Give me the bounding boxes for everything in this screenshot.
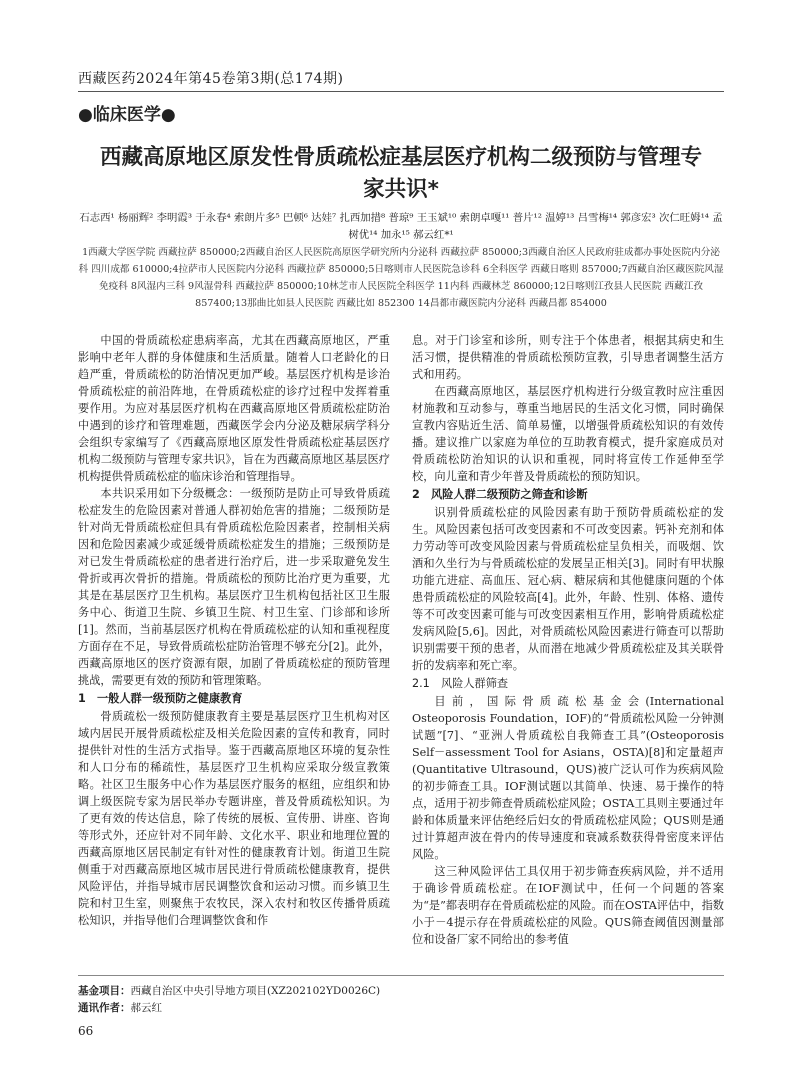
body-paragraph: 中国的骨质疏松症患病率高，尤其在西藏高原地区，严重影响中老年人群的身体健康和生活质量。随着人口老龄化的日趋严重，骨质疏松的防治情况更加严峻。基层医疗机构是诊治骨质疏松症的前沿阵地，在骨质疏松症的诊疗过程中发挥着重要作用。为应对基层医疗机构在西藏高原地区骨质疏松症防治中遇到的诊疗和管理难题，西藏医学会内分泌及糖尿病学科分会组织专家编写了《西藏高原地区原发性骨质疏松症基层医疗机构二级预防与管理专家共识》，旨在为西藏高原地区基层医疗机构提供骨质疏松症的临床诊治和管理指导。 <box>78 334 390 483</box>
corresponding-text: 郝云红 <box>130 1002 162 1014</box>
section-heading: 2.1 风险人群筛查 <box>412 677 509 690</box>
body-paragraph: 本共识采用如下分级概念：一级预防是防止可导致骨质疏松症发生的危险因素对普通人群初始危害的措施；二级预防是针对尚无骨质疏松症但具有骨质疏松危险因素者，控制相关病因和危险因素减少或延缓骨质疏松症发生的措施；三级预防是对已发生骨质疏松症的患者进行治疗后，进一步采取避免发生骨折或再次骨折的措施。骨质疏松的预防比治疗更为重要，尤其是在基层医疗卫生机构。基层医疗卫生机构包括社区卫生服务中心、街道卫生院、乡镇卫生院、村卫生室、门诊部和诊所[1]。然而，当前基层医疗机构在骨质疏松症的认知和重视程度方面存在不足，导致骨质疏松症防治管理不够充分[2]。此外，西藏高原地区的医疗资源有限，加剧了骨质疏松症的预防管理挑战，需要更有效的预防和管理策略。 <box>78 487 390 687</box>
article-title: 西藏高原地区原发性骨质疏松症基层医疗机构二级预防与管理专家共识* <box>99 145 702 202</box>
body-paragraph: 骨质疏松一级预防健康教育主要是基层医疗卫生机构对区域内居民开展骨质疏松症及相关危险因素的宣传和教育，同时提供针对性的生活方式指导。鉴于西藏高原地区环境的复杂性和人口分布的稀疏性，基层医疗卫生机构应采取分级宣教策略。社区卫生服务中心作为基层医疗服务的枢纽，应组织和协调上级医院专家为居民举办专题讲座，普及骨质疏松知识。为了更有效的传达信息，除了传统的展板、宣传册、讲座、咨询等形式外，还应针对不同年龄、文化水平、职业和地理位置的西藏高原地区居民制定有针对性的健康教育计划。街道卫生院侧重于对西藏高原地区城市居民进行骨质疏松健康教育，提供风险评估，并指导城市居民调整饮食和运动习惯。而乡镇卫生院和村卫生室，则聚焦于农牧民，深入农村和牧区传播骨质疏松知识，并指导他们合理调整饮食和作 <box>78 710 390 927</box>
section-heading: 2 风险人群二级预防之筛查和诊断 <box>412 488 588 501</box>
corresponding-label: 通讯作者： <box>78 1002 131 1014</box>
running-head: 西藏医药2024年第45卷第3期(总174期) <box>78 71 344 87</box>
body-paragraph: 息。对于门诊室和诊所，则专注于个体患者，根据其病史和生活习惯，提供精准的骨质疏松预防宣教，引导患者调整生活方式和用药。 <box>412 334 724 381</box>
page-number: 66 <box>78 1024 94 1038</box>
footnote-rule <box>78 975 724 976</box>
fund-label: 基金项目： <box>78 985 131 997</box>
body-paragraph: 识别骨质疏松症的风险因素有助于预防骨质疏松症的发生。风险因素包括可改变因素和不可改变因素。钙补充剂和体力劳动等可改变风险因素与骨质疏松症呈负相关，而吸烟、饮酒和久坐行为与骨质疏松症的发展呈正相关[3]。同时有甲状腺功能亢进症、高血压、冠心病、糖尿病和其他健康问题的个体患骨质疏松症的风险较高[4]。此外，年龄、性别、体格、遗传等不可改变因素可能与可改变因素相互作用，影响骨质疏松症发病风险[5,6]。因此，对骨质疏松风险因素进行筛查可以帮助识别需要干预的患者，从而潜在地减少骨质疏松症及其关联骨折的发病率和死亡率。 <box>412 506 724 672</box>
affiliation-list: 1西藏大学医学院 西藏拉萨 850000;2西藏自治区人民医院高原医学研究所内分泌科 西藏拉萨 850000;3西藏自治区人民政府驻成都办事处医院内分泌科 四川成都 610000;4拉萨市人民医院内分泌科 西藏拉萨 850000;5日喀则市人民医院急诊科 6全科医学 西藏日喀则 857000;7西藏自治区藏医院风湿免疫科 8风湿内三科 9风湿骨科 西藏拉萨 850000;10林芝市人民医院全科医学 11内科 西藏林芝 860000;12日喀则江孜县人民医院 西藏江孜 857400;13那曲比如县人民医院 西藏比如 852300 14昌都市藏医院内分泌科 西藏昌都 854000 <box>78 247 724 309</box>
fund-text: 西藏自治区中央引导地方项目(XZ202102YD0026C) <box>130 985 381 997</box>
body-paragraph: 在西藏高原地区，基层医疗机构进行分级宣教时应注重因材施教和互动参与，尊重当地居民的生活文化习惯，同时确保宣教内容贴近生活、简单易懂，以增强骨质疏松知识的有效传播。建议推广以家庭为单位的互助教育模式，提升家庭成员对骨质疏松防治知识的认识和重视，同时将宣传工作延伸至学校，向儿童和青少年普及骨质疏松的预防知识。 <box>412 385 724 483</box>
body-column-right <box>412 332 724 948</box>
header-rule <box>78 91 724 92</box>
corresponding-author-footnote <box>78 1000 162 1015</box>
fund-footnote <box>78 983 380 998</box>
author-list: 石志西¹ 杨丽辉² 李明霞³ 于永春⁴ 索朗片多⁵ 巴顿⁶ 达娃⁷ 扎西加措⁸ 普琼⁹ 王玉斌¹⁰ 索朗卓嘎¹¹ 普片¹² 温婷¹³ 吕雪梅¹⁴ 郭彦宏³ 次仁旺姆¹⁴ 孟树优¹⁴ 加永¹⁵ 郝云红*¹ <box>79 212 723 241</box>
section-heading: 1 一般人群一级预防之健康教育 <box>78 692 243 705</box>
body-paragraph: 这三种风险评估工具仅用于初步筛查疾病风险，并不适用于确诊骨质疏松症。在IOF测试中，任何一个问题的答案为“是”都表明存在骨质疏松症的风险。而在OSTA评估中，指数小于－4提示存在骨质疏松症的风险。QUS筛查阈值因测量部位和设备厂家不同给出的参考值 <box>412 865 724 946</box>
body-paragraph: 目前，国际骨质疏松基金会(International Osteoporosis Foundation，IOF)的“骨质疏松风险一分钟测试题”[7]、“亚洲人骨质疏松自我筛查工具”(Osteoporosis Self－assessment Tool for Asians，OSTA)[8]和定量超声(Quantitative Ultrasound，QUS)被广泛认可作为疾病风险的初步筛查工具。IOF测试题以其简单、快速、易于操作的特点，适用于初步筛查骨质疏松症风险；OSTA工具则主要通过年龄和体质量来评估绝经后妇女的骨质疏松症风险；QUS则是通过计算超声波在骨内的传导速度和衰减系数获得骨密度来评估风险。 <box>412 695 724 861</box>
body-column-left <box>78 332 390 929</box>
section-tag: ●临床医学● <box>78 105 176 125</box>
